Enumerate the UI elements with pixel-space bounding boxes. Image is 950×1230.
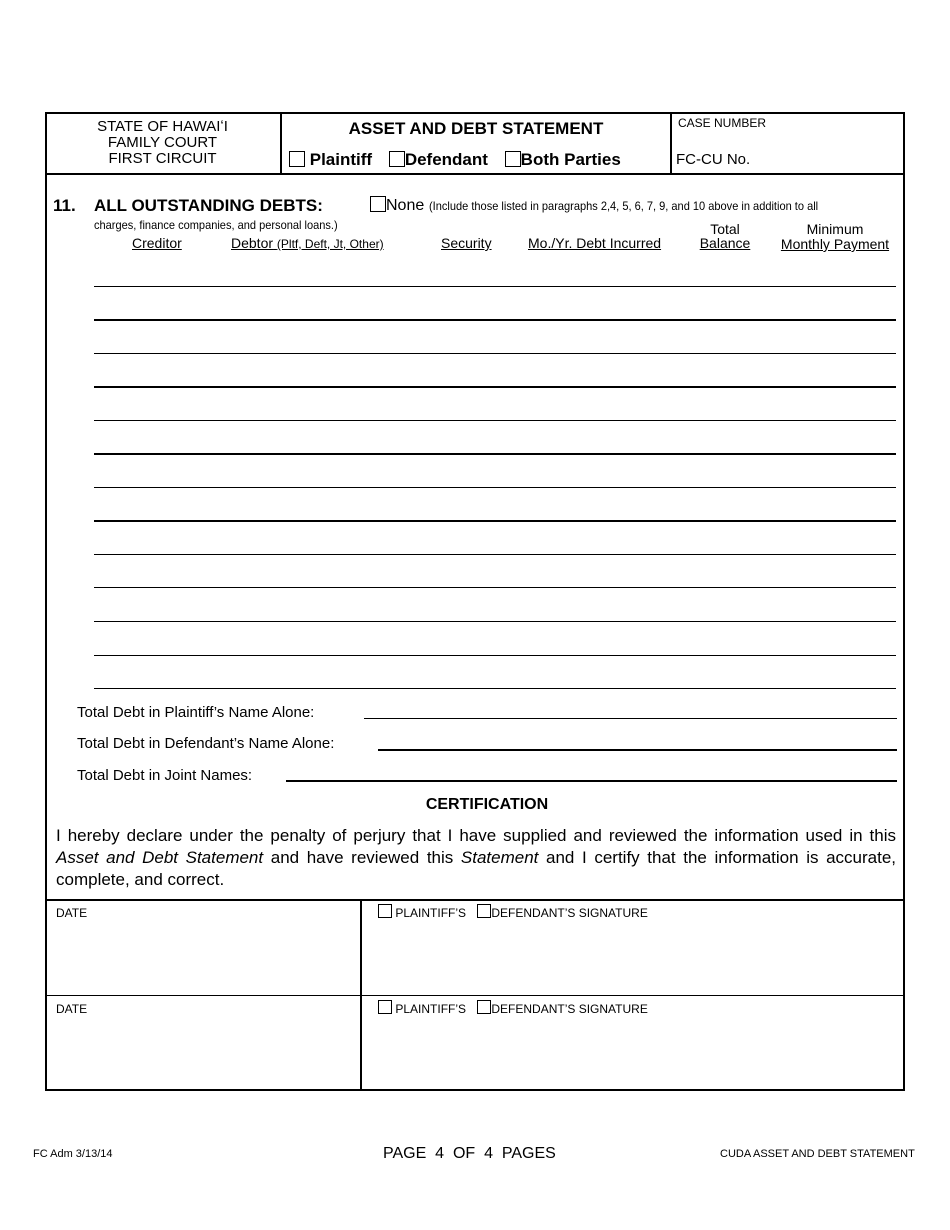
none-label: None [386, 197, 425, 214]
certification-title: CERTIFICATION [425, 796, 549, 813]
certification-text-italic1: Asset and Debt Statement [56, 848, 264, 867]
case-number-field[interactable]: FC-CU No. [676, 151, 751, 168]
defendants-signature-label-1: DEFENDANT’S SIGNATURE [491, 906, 648, 920]
debt-row-line[interactable] [94, 621, 896, 622]
court-line-circuit: FIRST CIRCUIT [108, 150, 217, 167]
section-title: ALL OUTSTANDING DEBTS: [94, 196, 323, 215]
debt-row-line[interactable] [94, 453, 896, 455]
plaintiff-signature-checkbox-1[interactable] [378, 904, 392, 918]
court-line-family: FAMILY COURT [107, 134, 218, 151]
signature-middle-border [45, 995, 905, 996]
total-defendant-label: Total Debt in Defendant’s Name Alone: [77, 735, 335, 752]
debt-row-line[interactable] [94, 487, 896, 488]
total-plaintiff-field[interactable] [364, 718, 897, 719]
plaintiffs-label-2: PLAINTIFF’S [395, 1002, 467, 1016]
case-number-label: CASE NUMBER [678, 116, 767, 130]
form-frame [45, 112, 905, 1091]
col-header-debtor [231, 235, 384, 251]
defendant-label: Defendant [404, 150, 488, 169]
total-joint-field[interactable] [286, 780, 897, 782]
debt-row-line[interactable] [94, 286, 896, 287]
none-option [370, 196, 852, 215]
col-header-total-top: Total [710, 221, 740, 237]
certification-text-italic2: Statement [460, 848, 539, 867]
col-header-creditor: Creditor [132, 235, 182, 251]
certification-text-part2: and have reviewed this [263, 848, 461, 867]
debt-row-line[interactable] [94, 520, 896, 522]
col-header-total-balance [695, 222, 755, 250]
debt-row-line[interactable] [94, 386, 896, 388]
section-number: 11. [53, 196, 76, 215]
both-parties-label: Both Parties [520, 150, 621, 169]
plaintiff-label: Plaintiff [309, 150, 373, 169]
date-field-2[interactable]: DATE [56, 1002, 88, 1016]
footer-form-name: CUDA ASSET AND DEBT STATEMENT [720, 1148, 915, 1160]
defendant-checkbox[interactable] [389, 151, 405, 167]
total-defendant-field[interactable] [378, 749, 897, 751]
col-header-debtor-note: (Pltf, Deft, Jt, Other) [276, 237, 384, 251]
footer-page-number: PAGE 4 OF 4 PAGES [383, 1145, 556, 1162]
col-header-total-bottom: Balance [699, 235, 751, 251]
debt-row-line[interactable] [94, 319, 896, 321]
col-header-min-payment [774, 222, 896, 252]
signature-vertical-divider [360, 899, 362, 1090]
court-line-state: STATE OF HAWAIʻI [97, 118, 228, 135]
both-parties-checkbox[interactable] [505, 151, 521, 167]
plaintiffs-label-1: PLAINTIFF’S [395, 906, 467, 920]
signature-field-1[interactable] [378, 904, 648, 920]
debt-row-line[interactable] [94, 688, 896, 689]
plaintiff-checkbox[interactable] [289, 151, 305, 167]
col-header-min-bottom: Monthly Payment [780, 236, 890, 252]
certification-text [56, 825, 896, 891]
plaintiff-signature-checkbox-2[interactable] [378, 1000, 392, 1014]
total-plaintiff-label: Total Debt in Plaintiff’s Name Alone: [77, 704, 315, 721]
certification-text-part1: I hereby declare under the penalty of perjury that I have supplied and reviewed the information used in this [56, 826, 896, 845]
certification-text-part3: and I certify that the information is accurate, complete, and correct. [56, 848, 897, 889]
debt-row-line[interactable] [94, 554, 896, 555]
court-name [47, 119, 278, 167]
debt-row-line[interactable] [94, 587, 896, 588]
footer-form-id: FC Adm 3/13/14 [33, 1148, 113, 1160]
signature-top-border [45, 899, 905, 901]
defendant-signature-checkbox-1[interactable] [477, 904, 491, 918]
signature-field-2[interactable] [378, 1000, 648, 1016]
defendant-signature-checkbox-2[interactable] [477, 1000, 491, 1014]
form-title: ASSET AND DEBT STATEMENT [348, 119, 604, 138]
party-selection [289, 150, 621, 170]
total-joint-label: Total Debt in Joint Names: [77, 767, 253, 784]
col-header-debtor-label: Debtor [231, 235, 274, 251]
header-bottom-border [45, 173, 905, 175]
date-field-1[interactable]: DATE [56, 906, 88, 920]
col-header-min-top: Minimum [806, 221, 864, 237]
debt-row-line[interactable] [94, 655, 896, 656]
col-header-incurred: Mo./Yr. Debt Incurred [528, 235, 662, 251]
col-header-security: Security [441, 235, 492, 251]
debt-row-line[interactable] [94, 353, 896, 354]
header-divider-right [670, 112, 672, 174]
section-note-line1: (Include those listed in paragraphs 2,4, 5, 6, 7, 9, and 10 above in addition to all [428, 199, 818, 213]
none-checkbox[interactable] [370, 196, 386, 212]
defendants-signature-label-2: DEFENDANT’S SIGNATURE [491, 1002, 648, 1016]
debt-row-line[interactable] [94, 420, 896, 421]
section-note-line2: charges, finance companies, and personal loans.) [94, 218, 338, 232]
